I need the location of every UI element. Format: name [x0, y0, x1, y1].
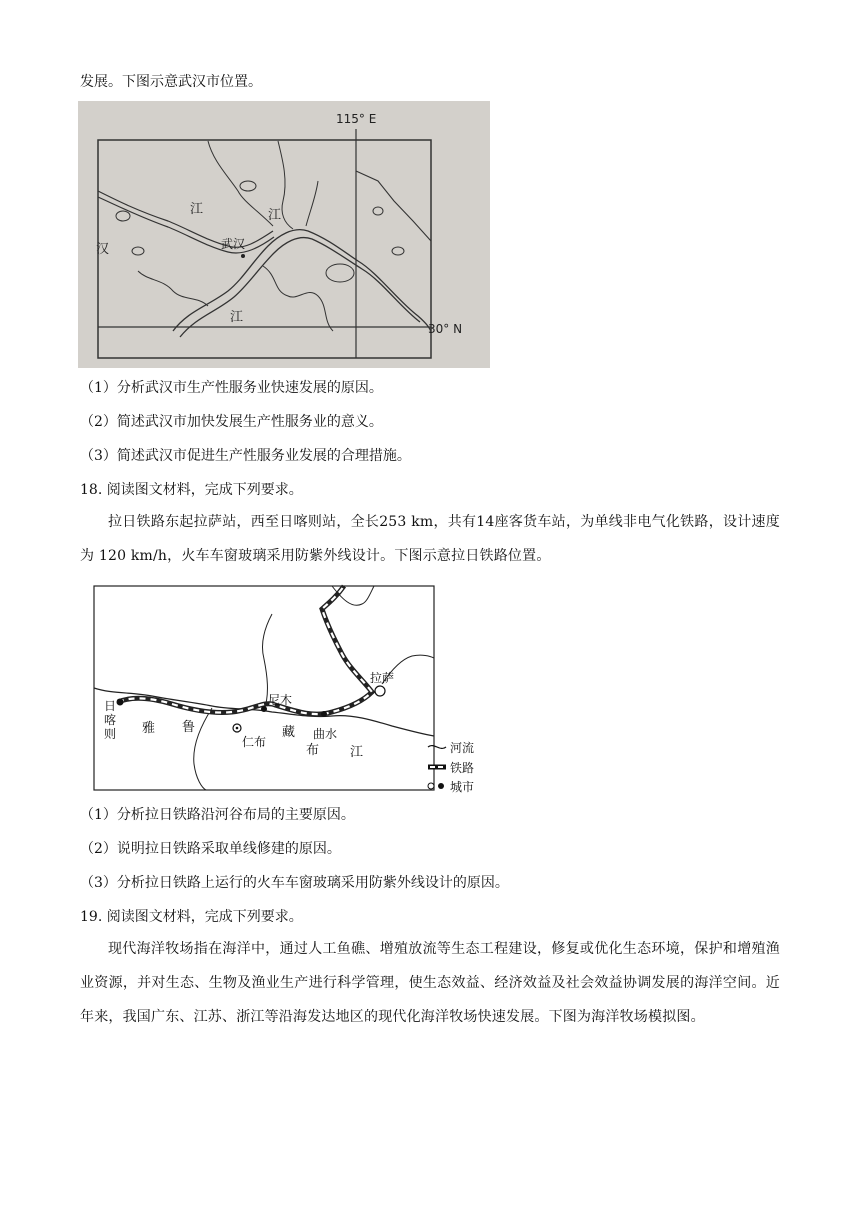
q19-heading: 19. 阅读图文材料，完成下列要求。 [80, 909, 303, 925]
city-label-renbu: 仁布 [242, 735, 267, 749]
city-dot [241, 254, 245, 258]
legend-city-filled-icon [438, 783, 444, 789]
river-char: 江 [190, 202, 204, 217]
q17-item-3: （3）简述武汉市促进生产性服务业发展的合理措施。 [80, 448, 411, 464]
latitude-label: 30° N [428, 322, 463, 336]
q18-item-2: （2）说明拉日铁路采取单线修建的原因。 [80, 841, 341, 857]
legend-city-open-icon [428, 783, 434, 789]
river-char: 鲁 [182, 720, 196, 735]
city-label-qushui: 曲水 [313, 727, 338, 741]
rikaze-char-2: 喀 [104, 713, 117, 727]
legend-city-label: 城市 [450, 780, 475, 794]
intro-line: 发展。下图示意武汉市位置。 [80, 74, 262, 90]
q17-item-2: （2）简述武汉市加快发展生产性服务业的意义。 [80, 414, 383, 430]
river-char: 汉 [96, 242, 110, 257]
city-label-wuhan: 武汉 [221, 237, 246, 251]
river-char: 布 [306, 743, 320, 758]
river-char: 江 [230, 310, 244, 325]
lari-railway-map [92, 584, 488, 798]
q17-item-1: （1）分析武汉市生产性服务业快速发展的原因。 [80, 380, 383, 396]
river-char: 江 [268, 208, 282, 223]
river-char: 藏 [282, 725, 296, 740]
legend-rail-label: 铁路 [450, 761, 475, 775]
longitude-label: 115° E [336, 112, 377, 126]
rikaze-char-3: 则 [104, 727, 117, 741]
rikaze-char: 日 [104, 699, 117, 713]
river-char: 江 [350, 745, 364, 760]
q19-paragraph: 现代海洋牧场指在海洋中，通过人工鱼礁、增殖放流等生态工程建设，修复或优化生态环境，保护和增殖渔业资源，并对生态、生物及渔业生产进行科学管理，使生态效益、经济效益及社会效益协调发展的海洋空间。近年来，我国广东、江苏、浙江等沿海发达地区的现代化海洋牧场快速发展。下图为海洋牧场模拟图。 [80, 941, 780, 1025]
q18-item-1: （1）分析拉日铁路沿河谷布局的主要原因。 [80, 807, 355, 823]
city-label-nimu: 尼木 [268, 693, 293, 707]
q18-heading: 18. 阅读图文材料，完成下列要求。 [80, 482, 303, 498]
city-label-lasa: 拉萨 [370, 671, 395, 685]
wuhan-location-map [78, 101, 490, 368]
q18-item-3: （3）分析拉日铁路上运行的火车车窗玻璃采用防紫外线设计的原因。 [80, 875, 509, 891]
legend-river-label: 河流 [450, 741, 475, 755]
q18-paragraph: 拉日铁路东起拉萨站，西至日喀则站，全长253 km，共有14座客货车站，为单线非电气化铁路，设计速度为 120 km/h，火车车窗玻璃采用防紫外线设计。下图示意拉日铁路位置。 [80, 514, 780, 564]
city-label-rikaze [104, 699, 116, 713]
river-char: 雅 [142, 721, 156, 736]
